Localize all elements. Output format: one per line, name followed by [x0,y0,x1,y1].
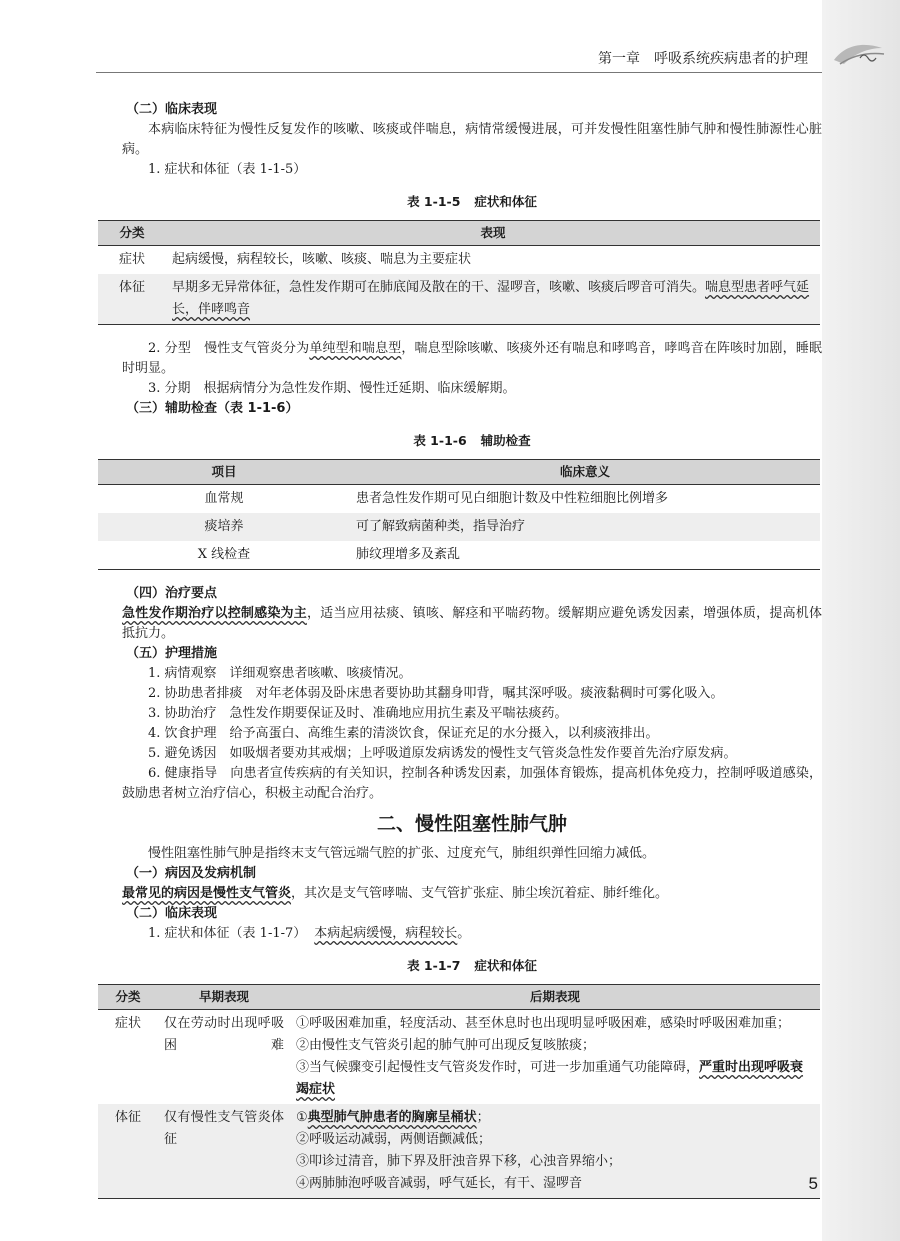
table-row [98,513,820,541]
table-cell [290,1010,820,1105]
table-cell: 可了解致病菌种类，指导治疗 [350,513,820,541]
table-row [98,274,820,325]
paragraph-cause [122,884,822,904]
table-cell: 症状 [118,252,145,267]
table-cell [166,274,820,325]
cell-line: ①呼吸困难加重，轻度活动、甚至休息时也出现明显呼吸困难，感染时呼吸困难加重； [296,1016,791,1031]
table-header-late: 后期表现 [290,985,820,1010]
cell-line: ③叩诊过清音，肺下界及肝浊音界下移，心浊音界缩小； [296,1154,622,1169]
cell-line: ②由慢性支气管炎引起的肺气肿可出现反复咳脓痰； [296,1038,596,1053]
section-title-treatment: （四）治疗要点 [126,586,218,601]
chapter-title: 第一章 呼吸系统疾病患者的护理 [598,51,808,67]
table-cell: X 线检查 [197,547,251,562]
table-number: 表 1-1-7 [407,958,461,973]
table-1-1-7 [98,984,820,1199]
highlighted-text: 急性发作期治疗以控制感染为主 [122,606,307,621]
table-1-1-5 [98,220,820,325]
section-title-cause: （一）病因及发病机制 [126,866,257,881]
table-cell: 患者急性发作期可见白细胞计数及中性粒细胞比例增多 [356,491,669,506]
cell-line: ②呼吸运动减弱，两侧语颤减低； [296,1132,492,1147]
table-header-manifestation: 表现 [166,221,820,246]
paragraph-emphysema-intro: 慢性阻塞性肺气肿是指终末支气管远端气腔的扩张、过度充气，肺组织弹性回缩力减低。 [148,846,656,861]
highlighted-text: 严重时出现呼吸衰竭症状 [296,1060,804,1097]
cell-line [296,1107,814,1129]
list-item-staging: 3. 分期 根据病情分为急性发作期、慢性迁延期、临床缓解期。 [148,381,516,396]
list-item-care: 5. 避免诱因 如吸烟者要劝其戒烟；上呼吸道原发病诱发的慢性支气管炎急性发作要首先治疗原发病。 [148,746,737,761]
table-title: 症状和体征 [474,958,537,973]
cell-line: ④两肺肺泡呼吸音减弱，呼气延长，有干、湿啰音 [296,1176,583,1191]
item-text: 。 [457,926,471,941]
highlighted-text: 本病起病缓慢，病程较长 [314,926,458,941]
table-row [98,541,820,570]
list-item-symptoms-2 [122,924,822,944]
table-cell: 仅有慢性支气管炎体征 [158,1104,290,1199]
section-title-clinical: （二）临床表现 [126,102,218,117]
table-caption-1-1-6 [122,431,822,451]
list-item-classification [122,339,822,379]
paragraph-intro: 本病临床特征为慢性反复发作的咳嗽、咳痰或伴喘息，病情常缓慢进展，可并发慢性阻塞性肺气肿和慢性肺源性心脏病。 [122,122,822,157]
table-cell [290,1104,820,1199]
table-row [98,246,820,275]
table-cell: 体征 [98,1104,158,1199]
table-title: 辅助检查 [480,433,531,448]
page-edge-strip [822,0,900,1241]
table-row [98,1010,820,1105]
table-header-meaning: 临床意义 [350,460,820,485]
table-cell: 症状 [114,1016,141,1031]
table-title: 症状和体征 [474,194,537,209]
table-header-early: 早期表现 [158,985,290,1010]
list-item-care: 6. 健康指导 向患者宣传疾病的有关知识，控制各种诱发因素，加强体育锻炼，提高机体免疫力，控制呼吸道感染，鼓励患者树立治疗信心，积极主动配合治疗。 [122,766,822,801]
chapter-section-heading: 二、慢性阻塞性肺气肿 [376,813,567,835]
list-item-care: 1. 病情观察 详细观察患者咳嗽、咳痰情况。 [148,666,412,681]
cell-text: ③当气候骤变引起慢性支气管炎发作时，可进一步加重通气功能障碍， [296,1060,700,1075]
list-item-symptoms: 1. 症状和体征（表 1-1-5） [148,162,307,177]
table-cell: 肺纹理增多及紊乱 [356,547,461,562]
highlighted-text: 典型肺气肿患者的胸廓呈桶状 [307,1110,477,1125]
highlighted-text: 最常见的病因是慢性支气管炎 [122,886,292,901]
section-title-clinical-2: （二）临床表现 [126,906,218,921]
section-title-aux: （三）辅助检查（表 1-1-6） [126,401,299,416]
table-cell: 起病缓慢，病程较长，咳嗽、咳痰、喘息为主要症状 [172,252,472,267]
cell-line [296,1057,814,1101]
item-text: 1. 症状和体征（表 1-1-7） [148,926,307,941]
list-item-care: 2. 协助患者排痰 对年老体弱及卧床患者要协助其翻身叩背，嘱其深呼吸。痰液黏稠时可雾化吸入。 [148,686,724,701]
publisher-logo-icon [830,34,890,74]
highlighted-text: 喘息型患者呼气延长，伴哮鸣音 [172,280,810,317]
table-row [98,485,820,514]
table-caption-1-1-5 [122,192,822,212]
paragraph-text: ，其次是支气管哮喘、支气管扩张症、肺尘埃沉着症、肺纤维化。 [291,886,669,901]
list-item-care: 4. 饮食护理 给予高蛋白、高维生素的清淡饮食，保证充足的水分摄入，以利痰液排出。 [148,726,659,741]
table-cell: 痰培养 [98,513,350,541]
item-text: 2. 分型 慢性支气管炎分为 [148,341,310,356]
table-header-category: 分类 [98,221,166,246]
highlighted-text: 单纯型和喘息型 [309,341,402,356]
table-header-item: 项目 [98,460,350,485]
item-text: ，喘息型除咳嗽、咳痰外还有喘息和哮鸣音，哮鸣音在阵咳时加剧，睡眠时明显。 [122,341,822,376]
table-number: 表 1-1-6 [413,433,467,448]
header-rule [96,72,822,73]
page-content [114,100,822,1199]
table-header-category: 分类 [98,985,158,1010]
paragraph-text: ，适当应用祛痰、镇咳、解痉和平喘药物。缓解期应避免诱发因素，增强体质，提高机体抵抗力。 [122,606,822,641]
paragraph-treatment [122,604,822,644]
table-caption-1-1-7 [122,956,822,976]
table-cell: 体征 [98,274,166,325]
table-cell: 仅在劳动时出现呼吸困难 [164,1016,284,1053]
cell-text: ① [296,1110,308,1125]
table-cell: 血常规 [204,491,244,506]
section-title-care: （五）护理措施 [126,646,218,661]
page-number: 5 [808,1174,818,1193]
table-number: 表 1-1-5 [407,194,461,209]
cell-text: ； [476,1110,490,1125]
cell-text: 早期多无异常体征，急性发作期可在肺底闻及散在的干、湿啰音，咳嗽、咳痰后啰音可消失。 [172,280,706,295]
table-row [98,1104,820,1199]
list-item-care: 3. 协助治疗 急性发作期要保证及时、准确地应用抗生素及平喘祛痰药。 [148,706,568,721]
table-1-1-6 [98,459,820,570]
